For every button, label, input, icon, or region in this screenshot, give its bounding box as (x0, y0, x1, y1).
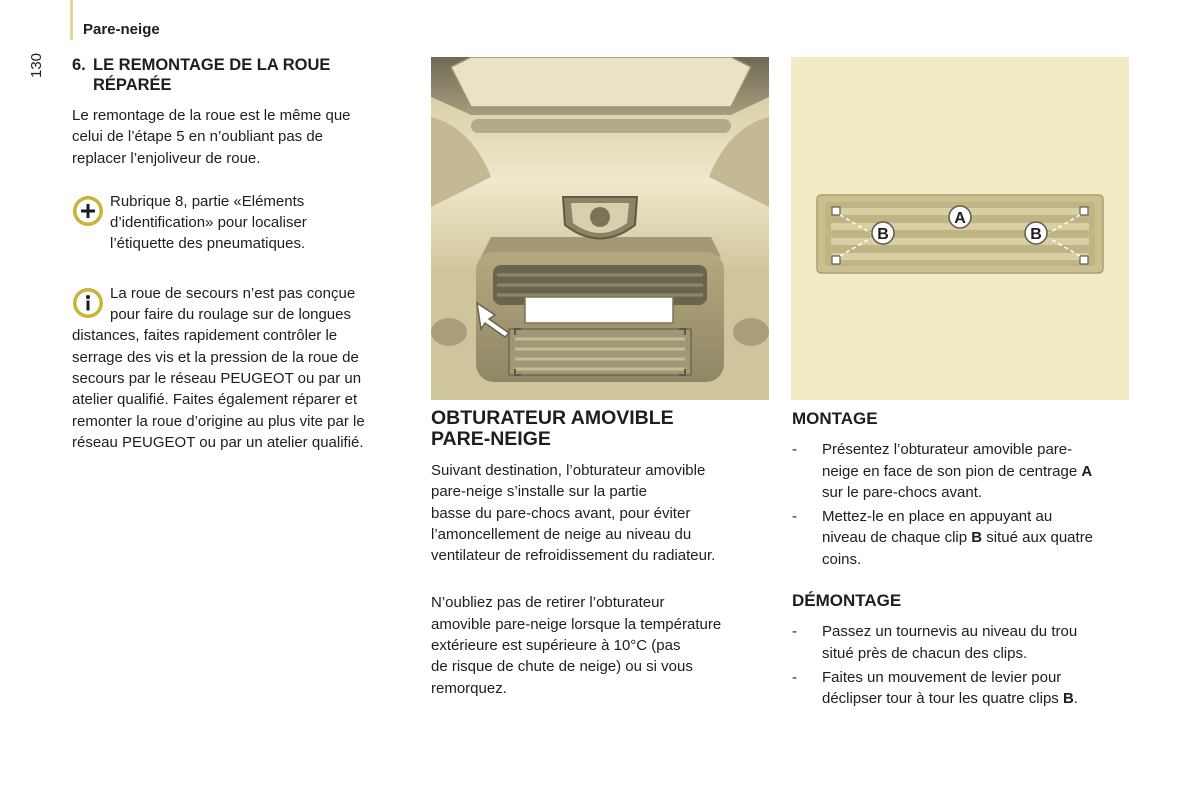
label-b-right: B (1030, 226, 1042, 243)
left-column (72, 55, 412, 453)
intro-paragraph: Le remontage de la roue est le même que celui de l’étape 5 en n’oubliant pas de replacer l’enjoliveur de roue. (72, 107, 351, 167)
list-item: - Faites un mouvement de levier pour déclipser tour à tour les quatre clips B. (792, 667, 1132, 710)
montage-title: MONTAGE (792, 409, 878, 428)
shield-diagram-drawing (791, 57, 1129, 400)
step-title: LE REMONTAGE DE LA ROUE RÉPARÉE (93, 56, 331, 94)
label-a: A (954, 210, 966, 227)
list-item: - Mettez-le en place en appuyant au niveau de chaque clip B situé aux quatre coins. (792, 506, 1132, 570)
obturateur-title: OBTURATEUR AMOVIBLE PARE-NEIGE (431, 407, 674, 450)
page-number-text: 130 (28, 52, 45, 78)
header-accent-bar (70, 0, 73, 40)
demontage-title: DÉMONTAGE (792, 591, 902, 611)
plus-note: Rubrique 8, partie «Eléments d’identification» pour localiser l’étiquette des pneumatiques. (72, 191, 412, 255)
section-title: Pare-neige (83, 21, 160, 38)
montage-list (792, 439, 1132, 570)
info-circle-icon (72, 287, 104, 325)
car-front-drawing (431, 57, 769, 400)
page-number (28, 53, 45, 78)
obturateur-paragraph-1: Suivant destination, l’obturateur amovible pare-neige s’installe sur la partie basse du pare-chocs avant, pour éviter l’amoncellement de neige au niveau du ventilateur de refroidissement du radiateur. (431, 462, 716, 565)
step-heading (72, 55, 412, 95)
plus-circle-icon (72, 195, 104, 233)
obturateur-paragraph-2: N’oubliez pas de retirer l’obturateur amovible pare-neige lorsque la température extérieure est supérieure à 10°C (pas de risque de chute de neige) ou si vous remorquez. (431, 594, 722, 697)
label-b-left: B (877, 226, 889, 243)
list-item: - Présentez l’obturateur amovible pare- neige en face de son pion de centrage A sur le pare-chocs avant. (792, 439, 1132, 503)
info-note: La roue de secours n’est pas conçue pour faire du roulage sur de longues distances, faites rapidement contrôler le serrage des vis et la pression de la roue de secours par le réseau PEUGEOT ou par un atelier qualifié. Faites également réparer et remonter la roue d’origine au plus vite par le réseau PEUGEOT ou par un atelier qualifié. (72, 284, 365, 451)
car-front-illustration (431, 57, 769, 400)
list-item: - Passez un tournevis au niveau du trou situé près de chacun des clips. (792, 621, 1132, 664)
middle-column (431, 408, 771, 699)
step-number: 6. (72, 56, 86, 74)
right-column (792, 408, 1132, 713)
shield-diagram (791, 57, 1129, 400)
demontage-list (792, 621, 1132, 709)
